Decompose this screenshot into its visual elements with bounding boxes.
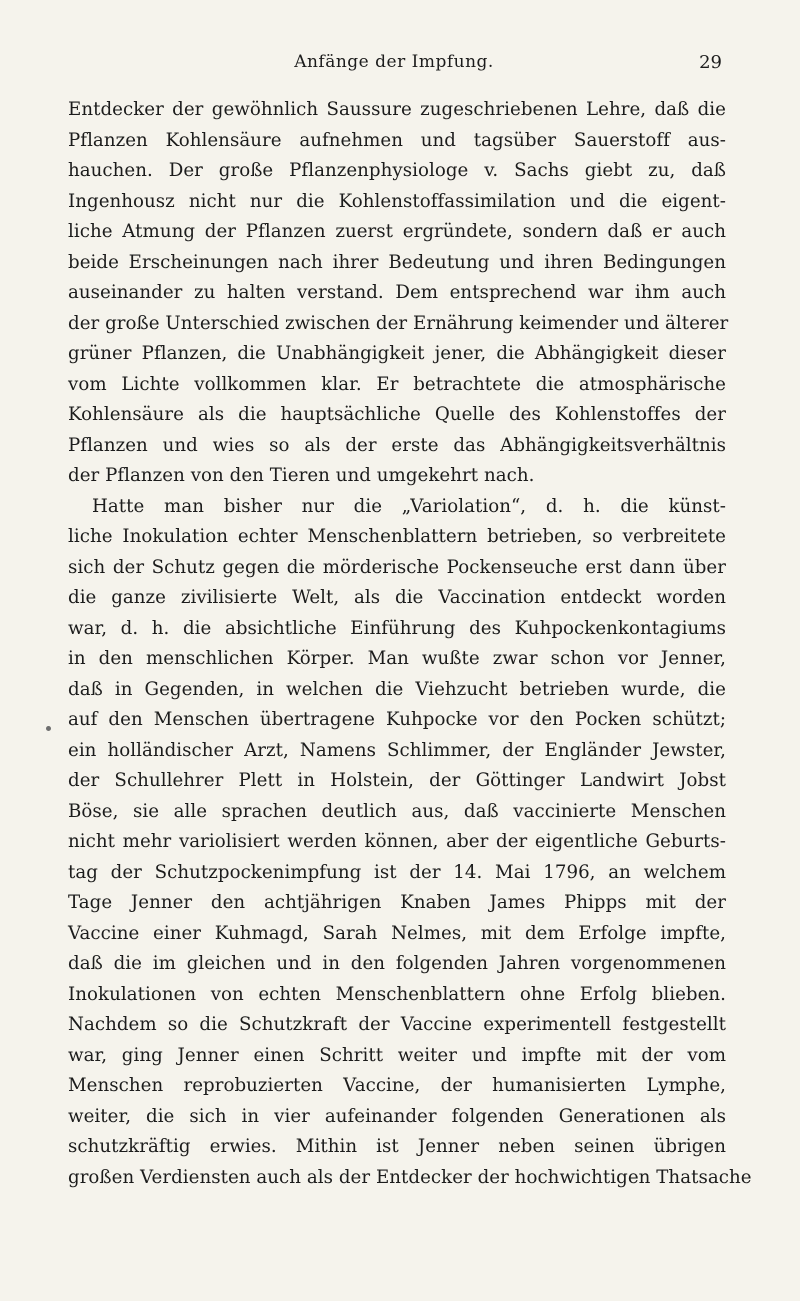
text-line: weiter, die sich in vier aufeinander folgenden Generationen als	[68, 1105, 726, 1127]
text-line: Hatte man bisher nur die „Variolation“, d. h. die künst-	[92, 495, 726, 517]
text-line: sich der Schutz gegen die mörderische Pockenseuche erst dann über	[68, 556, 726, 578]
text-line: war, d. h. die absichtliche Einführung des Kuhpockenkontagiums	[68, 617, 726, 639]
text-line: Menschen reprobuzierten Vaccine, der humanisierten Lymphe,	[68, 1075, 726, 1096]
text-line: liche Atmung der Pflanzen zuerst ergründete, sondern daß er auch	[68, 221, 726, 242]
text-line: Kohlensäure als die hauptsächliche Quelle des Kohlenstoffes der	[68, 404, 726, 425]
text-line: großen Verdiensten auch als der Entdecker der hochwichtigen Thatsache	[68, 1166, 752, 1188]
text-line: Pflanzen Kohlensäure aufnehmen und tagsüber Sauerstoff aus-	[68, 129, 726, 151]
text-line: nicht mehr variolisiert werden können, aber der eigentliche Geburts-	[68, 831, 726, 852]
text-line: Vaccine einer Kuhmagd, Sarah Nelmes, mit dem Erfolge impfte,	[68, 922, 726, 944]
text-line: der große Unterschied zwischen der Ernährung keimender und älterer	[68, 312, 729, 334]
body-text	[68, 95, 752, 1193]
text-line: Inokulationen von echten Menschenblattern ohne Erfolg blieben.	[68, 983, 726, 1005]
text-line: ein holländischer Arzt, Namens Schlimmer, der Engländer Jewster,	[68, 739, 726, 761]
text-line: Ingenhousz nicht nur die Kohlenstoffassimilation und die eigent-	[68, 190, 726, 212]
text-line: auseinander zu halten verstand. Dem entsprechend war ihm auch	[68, 282, 726, 303]
text-line: liche Inokulation echter Menschenblattern betrieben, so verbreitete	[68, 526, 726, 547]
page-number: 29	[699, 52, 722, 73]
text-line: schutzkräftig erwies. Mithin ist Jenner neben seinen übrigen	[68, 1136, 726, 1157]
text-line: Entdecker der gewöhnlich Saussure zugeschriebenen Lehre, daß die	[68, 99, 726, 120]
text-line: Pflanzen und wies so als der erste das Abhängigkeitsverhältnis	[68, 434, 726, 456]
text-line: Nachdem so die Schutzkraft der Vaccine experimentell festgestellt	[68, 1014, 726, 1035]
text-line: tag der Schutzpockenimpfung ist der 14. Mai 1796, an welchem	[68, 861, 726, 883]
text-line: auf den Menschen übertragene Kuhpocke vor den Pocken schützt;	[68, 709, 726, 730]
text-line: die ganze zivilisierte Welt, als die Vaccination entdeckt worden	[68, 587, 726, 608]
text-line: war, ging Jenner einen Schritt weiter und impfte mit der vom	[68, 1044, 726, 1066]
text-line: grüner Pflanzen, die Unabhängigkeit jener, die Abhängigkeit dieser	[68, 343, 726, 364]
text-line: daß in Gegenden, in welchen die Viehzucht betrieben wurde, die	[68, 678, 726, 700]
text-line: in den menschlichen Körper. Man wußte zwar schon vor Jenner,	[68, 648, 726, 669]
margin-mark	[46, 726, 51, 731]
text-line: hauchen. Der große Pflanzenphysiologe v. Sachs giebt zu, daß	[68, 160, 726, 181]
text-line: Tage Jenner den achtjährigen Knaben James Phipps mit der	[68, 892, 726, 913]
text-line: der Schullehrer Plett in Holstein, der Göttinger Landwirt Jobst	[68, 770, 726, 791]
running-head	[66, 52, 722, 78]
text-line: daß die im gleichen und in den folgenden Jahren vorgenommenen	[68, 953, 726, 974]
text-line: beide Erscheinungen nach ihrer Bedeutung und ihren Bedingungen	[68, 251, 726, 273]
running-title: Anfänge der Impfung.	[294, 52, 494, 72]
text-line: Böse, sie alle sprachen deutlich aus, daß vaccinierte Menschen	[68, 800, 726, 822]
text-line: der Pflanzen von den Tieren und umgekehrt nach.	[68, 465, 535, 486]
text-line: vom Lichte vollkommen klar. Er betrachtete die atmosphärische	[68, 373, 726, 395]
